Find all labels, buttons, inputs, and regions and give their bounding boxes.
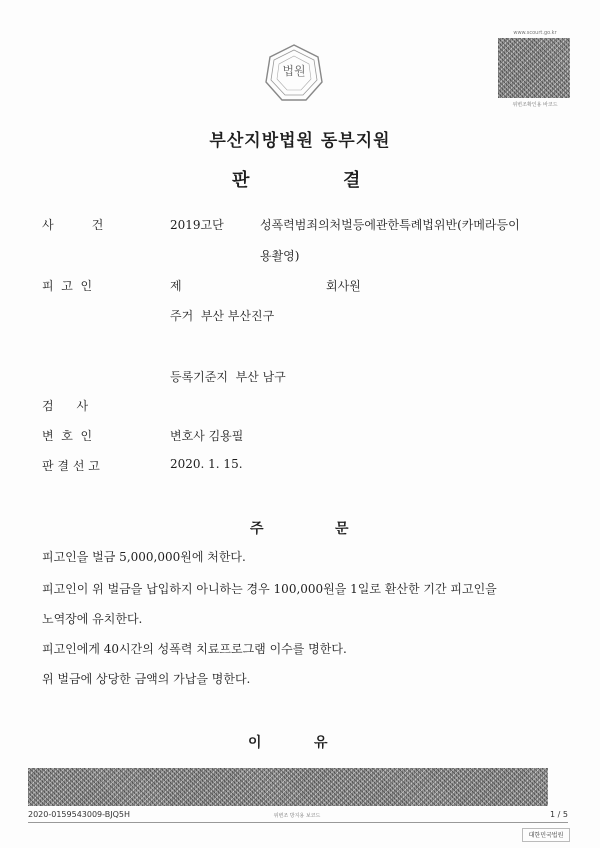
footer-divider [28, 822, 568, 823]
brand-label: 대한민국법원 [528, 832, 564, 839]
page-number: 1 / 5 [550, 810, 568, 819]
verdict-date-label: 판 결 선 고 [42, 459, 100, 473]
registered-address: 등록기준지 부산 남구 [170, 370, 286, 384]
counsel-label: 변 호 인 [42, 429, 93, 443]
case-label: 사 건 [42, 218, 104, 232]
verdict-date-value: 2020. 1. 15. [170, 457, 243, 471]
defendant-name: 제 [170, 279, 182, 293]
ruling-line-5: 위 벌금에 상당한 금액의 가납을 명한다. [42, 672, 251, 686]
court-name: 부산지방법원 동부지원 [209, 131, 391, 151]
case-name-line1: 성폭력범죄의처벌등에관한특례법위반(카메라등이 [260, 218, 520, 232]
defendant-label: 피 고 인 [42, 279, 93, 293]
defendant-job: 회사원 [326, 279, 361, 293]
qr-caption: 위변조확인용 바코드 [512, 102, 558, 108]
ruling-heading-char-1: 주 [250, 521, 264, 537]
ruling-line-1: 피고인을 벌금 5,000,000원에 처한다. [42, 550, 246, 564]
court-url: www.scourt.go.kr [513, 30, 557, 36]
doc-type-char-2: 결 [343, 170, 361, 191]
ruling-heading-char-2: 문 [335, 521, 349, 537]
reasons-heading-char-2: 유 [314, 735, 328, 751]
verify-caption: 위변조 방지용 보코드 [273, 813, 321, 819]
court-seal-text: 법원 [282, 64, 306, 78]
ruling-line-3: 노역장에 유치한다. [42, 612, 143, 626]
defendant-address: 주거 부산 부산진구 [170, 309, 275, 323]
counsel-value: 변호사 김용필 [170, 429, 244, 443]
ruling-line-4: 피고인에게 40시간의 성폭력 치료프로그램 이수를 명한다. [42, 642, 347, 656]
reasons-heading-char-1: 이 [248, 735, 262, 751]
case-number: 2019고단 [170, 218, 224, 232]
prosecutor-label: 검 사 [42, 399, 89, 413]
ruling-line-2: 피고인이 위 벌금을 납입하지 아니하는 경우 100,000원을 1일로 환산한 기간 피고인을 [42, 582, 497, 596]
verification-barcode-strip [28, 768, 548, 806]
doc-type-char-1: 판 [232, 170, 250, 191]
case-name-line2: 용촬영) [260, 249, 300, 263]
document-id: 2020-0159543009-BJQ5H [28, 810, 130, 819]
verification-qr-code [498, 38, 570, 98]
